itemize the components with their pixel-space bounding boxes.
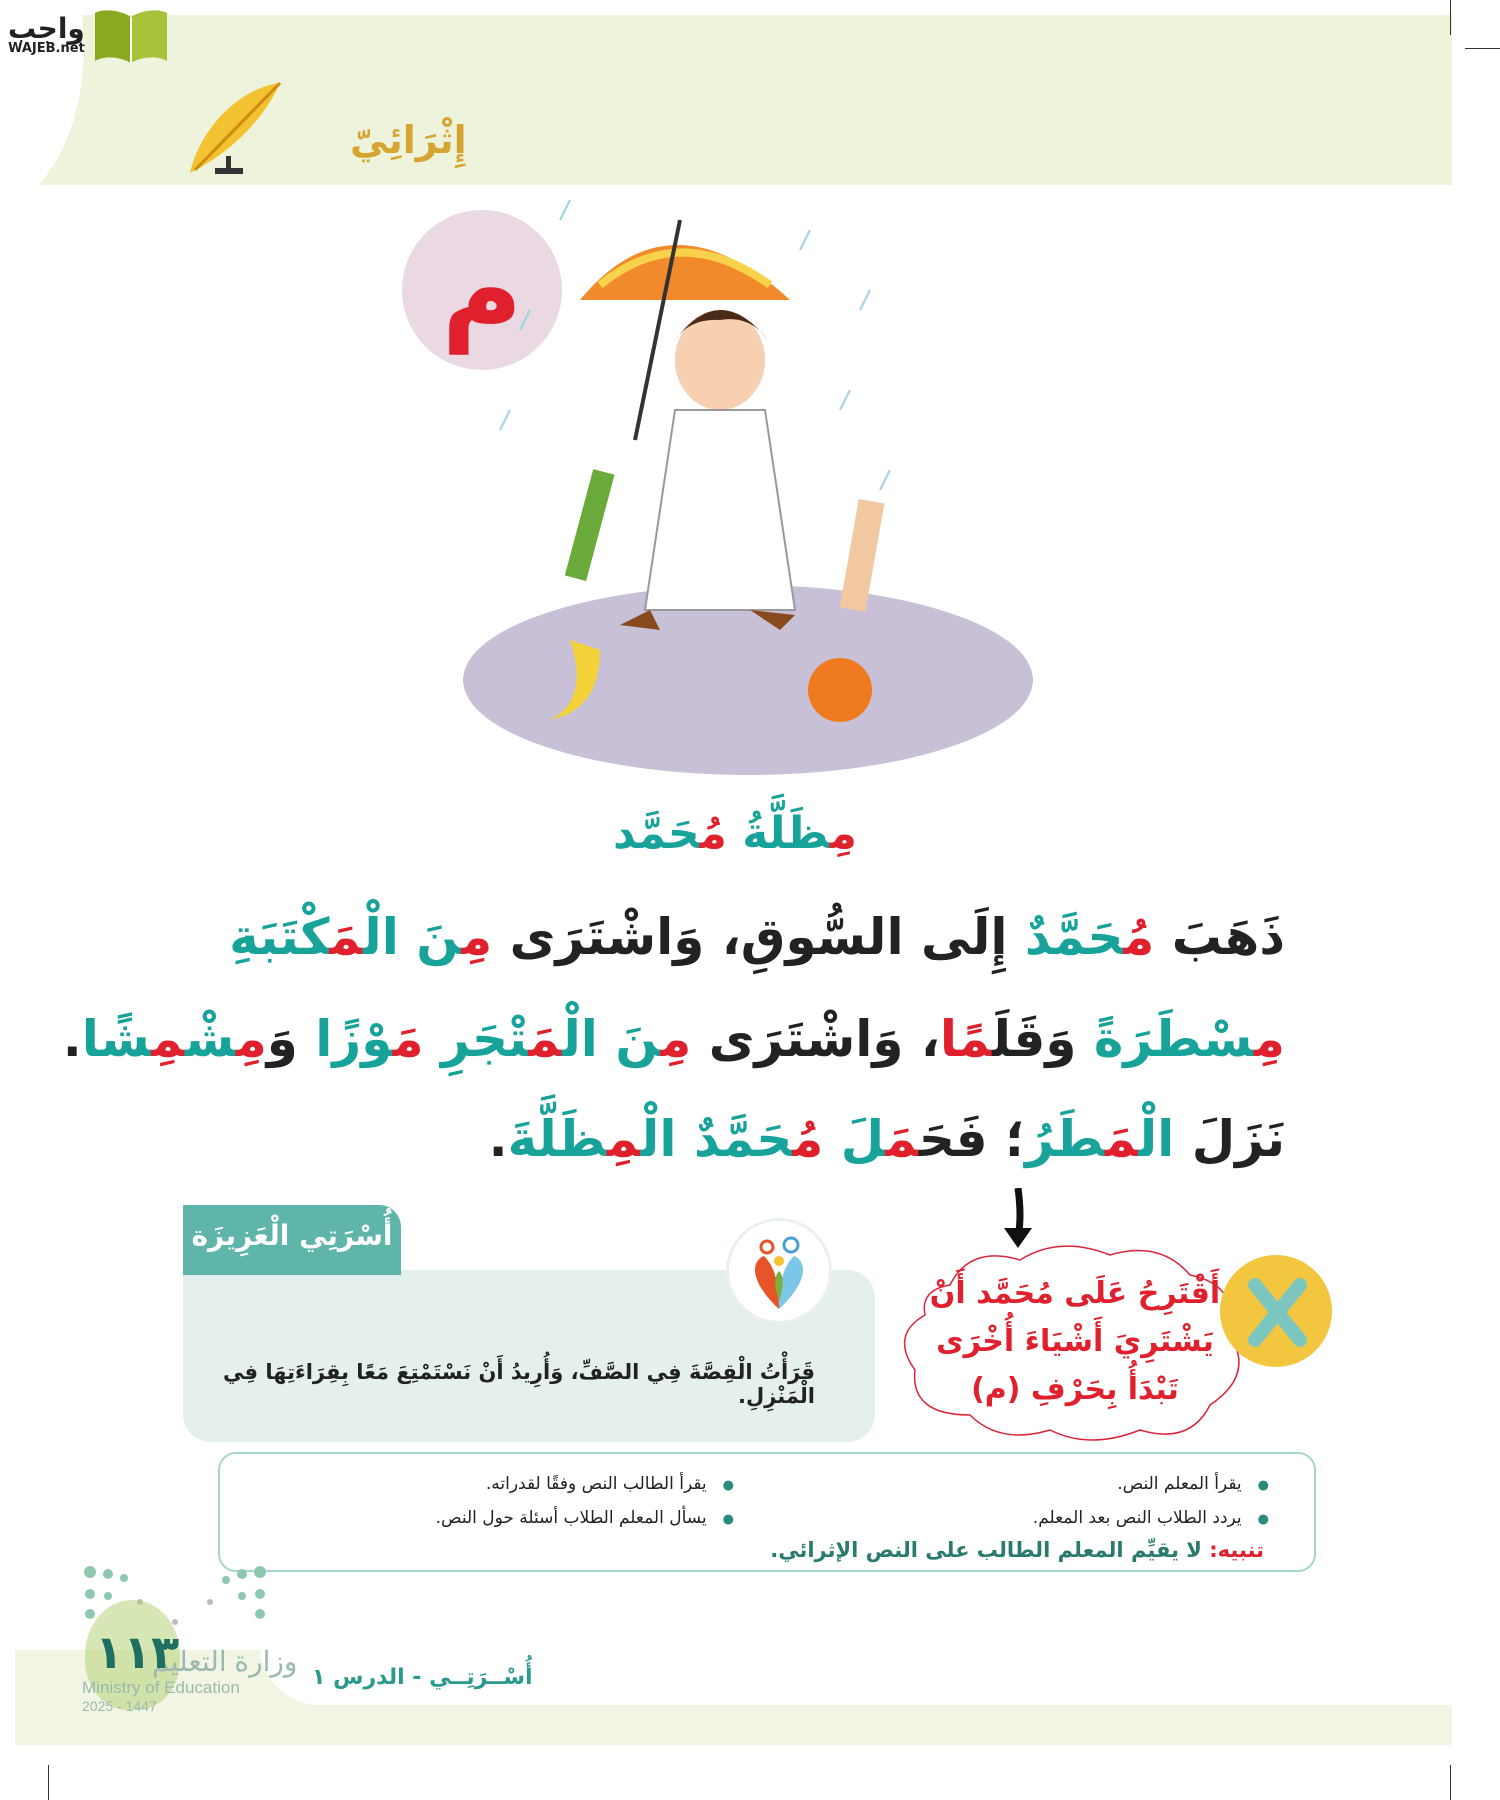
logo-arabic: واجب: [8, 12, 85, 45]
footer-curve: [260, 1620, 1460, 1705]
story-segment: ، وَاشْتَرَى: [691, 1010, 940, 1068]
logo-latin: WAJEB.net: [8, 41, 85, 56]
story-segment: وَقَلَ: [992, 1010, 1094, 1068]
warning-note: [770, 1538, 1264, 1562]
section-title: إِثْرَائِيّ: [350, 118, 467, 162]
story-segment: مَ: [1104, 1110, 1139, 1168]
story-segment: نَ الْ: [562, 1010, 661, 1068]
story-segment: مِ: [660, 1010, 692, 1068]
activity-prompt: [925, 1270, 1225, 1414]
title-seg: مِ: [829, 808, 857, 859]
story-segment: مِ: [461, 908, 493, 966]
story-illustration: [450, 190, 1040, 780]
story-line-3: [489, 1110, 1285, 1168]
warning-text: لا يقيِّم المعلم الطالب على النص الإثرائي.: [770, 1538, 1210, 1562]
crop-mark: [1450, 0, 1451, 35]
story-segment: حَمَّدٌ: [1024, 908, 1124, 966]
crop-mark: [48, 1765, 49, 1800]
story-line-1: [229, 908, 1285, 966]
note-item: ● يردد الطلاب النص بعد المعلم.: [1033, 1508, 1269, 1528]
teacher-notes: [218, 1452, 1316, 1572]
title-seg: ظَلَّةُ: [726, 808, 830, 859]
story-segment: مًا: [939, 1010, 993, 1068]
title-seg: مُ: [699, 808, 727, 859]
story-segment: وْزًا: [315, 1010, 393, 1068]
letter-circle: م: [402, 210, 562, 370]
wajeb-logo[interactable]: [8, 4, 171, 68]
story-segment: لَ: [823, 1110, 886, 1168]
story-segment: ذَهَبَ: [1154, 908, 1285, 966]
story-segment: مِ: [607, 1110, 641, 1168]
story-segment: ظَلَّةَ: [507, 1110, 608, 1168]
story-segment: ؛ فَحَ: [918, 1110, 1026, 1168]
ministry-year: 2025 - 1447: [82, 1698, 157, 1714]
story-segment: مُ: [1123, 908, 1155, 966]
story-segment: مُ: [792, 1110, 824, 1168]
story-title: [400, 808, 1070, 859]
story-segment: مِ: [1254, 1010, 1285, 1068]
story-segment: وَ: [266, 1010, 316, 1068]
lesson-label: أُسْــرَتِــي - الدرس ١: [312, 1665, 533, 1690]
book-icon: [91, 7, 171, 65]
story-segment: مَ: [885, 1110, 919, 1168]
story-segment: سْطَرَةً: [1093, 1010, 1255, 1068]
note-item: ● يقرأ المعلم النص.: [1033, 1474, 1269, 1494]
crop-mark: [1450, 1765, 1451, 1800]
activity-line: يَشْتَرِيَ أَشْيَاءَ أُخْرَى: [936, 1324, 1214, 1359]
story-segment: مِ: [235, 1010, 267, 1068]
story-segment: .: [488, 1110, 508, 1168]
title-seg: حَمَّد: [613, 808, 700, 859]
note-item: ● يسأل المعلم الطلاب أسئلة حول النص.: [436, 1508, 734, 1528]
note-item: ● يقرأ الطالب النص وفقًا لقدراته.: [436, 1474, 734, 1494]
page-number: ١١٣: [95, 1625, 180, 1679]
ministry-english: Ministry of Education: [82, 1678, 240, 1697]
story-segment: الْ: [1138, 1110, 1175, 1168]
ministry-arabic: وزارة التعليم: [152, 1646, 298, 1677]
story-segment: مِ: [151, 1010, 185, 1068]
story-segment: حَمَّدٌ: [676, 1110, 793, 1168]
feather-quill-icon: [180, 78, 290, 183]
family-tab: أُسْرَتِي الْعَزِيزَة: [183, 1205, 401, 1275]
family-text: قَرَأْتُ الْقِصَّةَ فِي الصَّفِّ، وَأُرِيدُ أَنْ نَسْتَمْتِعَ مَعًا بِقِرَاءَتِهَا فِي الْمَنْزِلِ.: [223, 1360, 815, 1408]
family-icon: [726, 1218, 832, 1324]
activity-line: تَبْدَأُ بِحَرْفِ (م): [971, 1372, 1179, 1407]
story-segment: نَزَلَ: [1174, 1110, 1285, 1168]
story-segment: الْ: [640, 1110, 677, 1168]
story-segment: مَ: [392, 1010, 424, 1068]
story-segment: شًا: [81, 1010, 152, 1068]
crop-mark: [1465, 48, 1500, 49]
story-segment: شْ: [184, 1010, 236, 1068]
story-segment: إِلَى السُّوقِ، وَاشْتَرَى: [492, 908, 1025, 966]
activity-icon: [1220, 1255, 1332, 1367]
warning-label: تنبيه:: [1209, 1538, 1264, 1562]
story-segment: تْجَرِ: [423, 1010, 529, 1068]
story-segment: نَ الْ: [362, 908, 462, 966]
story-segment: مَ: [329, 908, 363, 966]
story-line-2: [63, 1010, 1285, 1068]
activity-line: أَقْتَرِحُ عَلَى مُحَمَّد أَنْ: [929, 1276, 1221, 1311]
story-segment: كْتَبَةِ: [229, 908, 330, 966]
story-segment: طَرُ: [1025, 1110, 1105, 1168]
story-segment: .: [62, 1010, 82, 1068]
story-segment: مَ: [528, 1010, 563, 1068]
